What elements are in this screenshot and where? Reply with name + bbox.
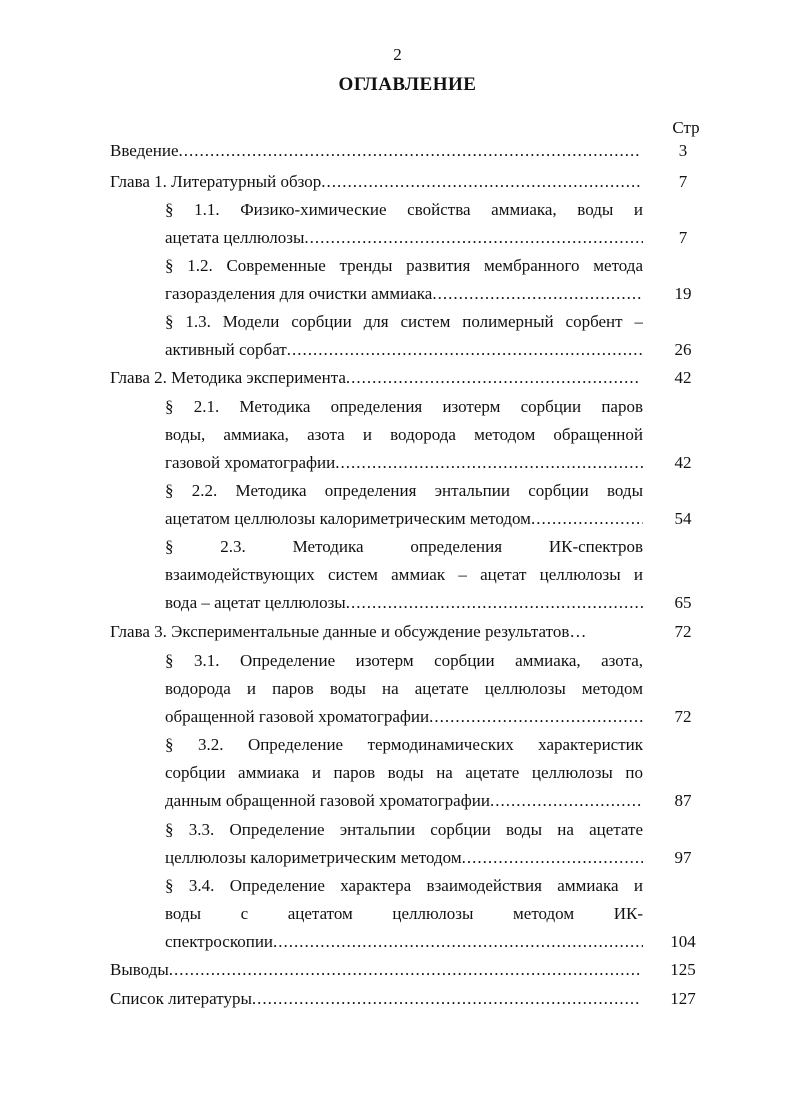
toc-page-number: 72: [674, 622, 692, 641]
toc-entry-line: газоразделения для очистки аммиака: [165, 284, 433, 303]
toc-entry-section-3-3[interactable]: [165, 816, 643, 872]
toc-entry-line: § 3.1. Определение изотерм сорбции аммиака, азота,: [165, 651, 643, 670]
page-number: 2: [393, 45, 402, 64]
page-column-header: Стр: [672, 118, 700, 137]
toc-entry-section-2-2[interactable]: [165, 477, 643, 533]
toc-entry-label: Введение: [110, 141, 179, 160]
toc-entry-line: § 2.1. Методика определения изотерм сорбции паров: [165, 397, 643, 416]
toc-entry-line: сорбции аммиака и паров воды на ацетате целлюлозы по: [165, 763, 643, 782]
toc-entry-section-3-4[interactable]: [165, 872, 643, 956]
toc-page-number: 42: [674, 368, 692, 387]
toc-entry-line: ацетата целлюлозы: [165, 228, 305, 247]
toc-entry-line: данным обращенной газовой хроматографии: [165, 791, 490, 810]
page-title: ОГЛАВЛЕНИЕ: [338, 74, 477, 95]
toc-page-number: 104: [670, 932, 696, 951]
toc-page-number: 26: [674, 340, 692, 359]
toc-entry-references[interactable]: [110, 985, 640, 1013]
toc-entry-line: ацетатом целлюлозы калориметрическим методом: [165, 509, 531, 528]
toc-entry-line: активный сорбат: [165, 340, 287, 359]
toc-page-number: 125: [670, 960, 696, 979]
toc-page-number: 7: [678, 172, 688, 191]
toc-page-number: 72: [674, 707, 692, 726]
toc-entry-section-1-1[interactable]: [165, 196, 643, 252]
toc-entry-line: § 1.1. Физико-химические свойства аммиака, воды и: [165, 200, 643, 219]
toc-entry-line: § 1.2. Современные тренды развития мембранного метода: [165, 256, 643, 275]
toc-entry-line: вода – ацетат целлюлозы: [165, 593, 346, 612]
toc-entry-line: воды с ацетатом целлюлозы методом ИК-: [165, 904, 643, 923]
toc-entry-section-1-3[interactable]: [165, 308, 643, 364]
dot-leader: [429, 703, 643, 731]
toc-entry-section-2-1[interactable]: [165, 393, 643, 477]
dot-leader: [490, 787, 643, 815]
toc-page-number: 19: [674, 284, 692, 303]
dot-leader: [179, 137, 640, 165]
toc-entry-chapter-2[interactable]: [110, 364, 640, 392]
toc-entry-line: § 2.2. Методика определения энтальпии сорбции воды: [165, 481, 643, 500]
toc-entry-chapter-1[interactable]: [110, 168, 640, 196]
dot-leader: [304, 224, 643, 252]
toc-page-number: 54: [674, 509, 692, 528]
toc-page-number: 97: [674, 848, 692, 867]
dot-leader: [335, 449, 643, 477]
dot-leader: [531, 505, 643, 533]
toc-page-number: 3: [678, 141, 688, 160]
toc-entry-line: спектроскопии: [165, 932, 274, 951]
toc-entry-line: § 1.3. Модели сорбции для систем полимерный сорбент –: [165, 312, 643, 331]
toc-entry-section-3-1[interactable]: [165, 647, 643, 731]
dot-leader: [346, 589, 643, 617]
toc-entry-intro[interactable]: [110, 137, 640, 165]
toc-entry-line: водорода и паров воды на ацетате целлюлозы методом: [165, 679, 643, 698]
toc-entry-label: Список литературы: [110, 989, 252, 1008]
dot-leader: [321, 168, 640, 196]
toc-entry-conclusions[interactable]: [110, 956, 640, 984]
dot-leader: [346, 364, 640, 392]
toc-page-number: 7: [678, 228, 688, 247]
toc-entry-line: газовой хроматографии: [165, 453, 336, 472]
toc-entry-line: § 3.4. Определение характера взаимодействия аммиака и: [165, 876, 643, 895]
dot-leader: [252, 985, 640, 1013]
toc-entry-label: Глава 2. Методика эксперимента: [110, 368, 346, 387]
toc-entry-chapter-3[interactable]: [110, 618, 640, 646]
toc-entry-line: § 2.3. Методика определения ИК-спектров: [165, 537, 643, 556]
toc-entry-section-3-2[interactable]: [165, 731, 643, 815]
toc-entry-section-1-2[interactable]: [165, 252, 643, 308]
toc-page-number: 127: [670, 989, 696, 1008]
toc-entry-label: Выводы: [110, 960, 169, 979]
toc-entry-line: обращенной газовой хроматографии: [165, 707, 430, 726]
toc-entry-line: § 3.2. Определение термодинамических характеристик: [165, 735, 643, 754]
dot-leader: [273, 928, 643, 956]
toc-page-number: 42: [674, 453, 692, 472]
toc-entry-line: § 3.3. Определение энтальпии сорбции воды на ацетате: [165, 820, 643, 839]
dot-leader: [432, 280, 643, 308]
toc-page-number: 65: [674, 593, 692, 612]
toc-entry-label: Глава 1. Литературный обзор: [110, 172, 322, 191]
toc-entry-section-2-3[interactable]: [165, 533, 643, 617]
toc-page-number: 87: [674, 791, 692, 810]
toc-entry-line: взаимодействующих систем аммиак – ацетат целлюлозы и: [165, 565, 643, 584]
dot-leader: [462, 844, 643, 872]
dot-leader: [287, 336, 643, 364]
toc-entry-label: Глава 3. Экспериментальные данные и обсуждение результатов…: [110, 622, 587, 641]
toc-entry-line: целлюлозы калориметрическим методом: [165, 848, 462, 867]
toc-entry-line: воды, аммиака, азота и водорода методом обращенной: [165, 425, 643, 444]
dot-leader: [169, 956, 640, 984]
